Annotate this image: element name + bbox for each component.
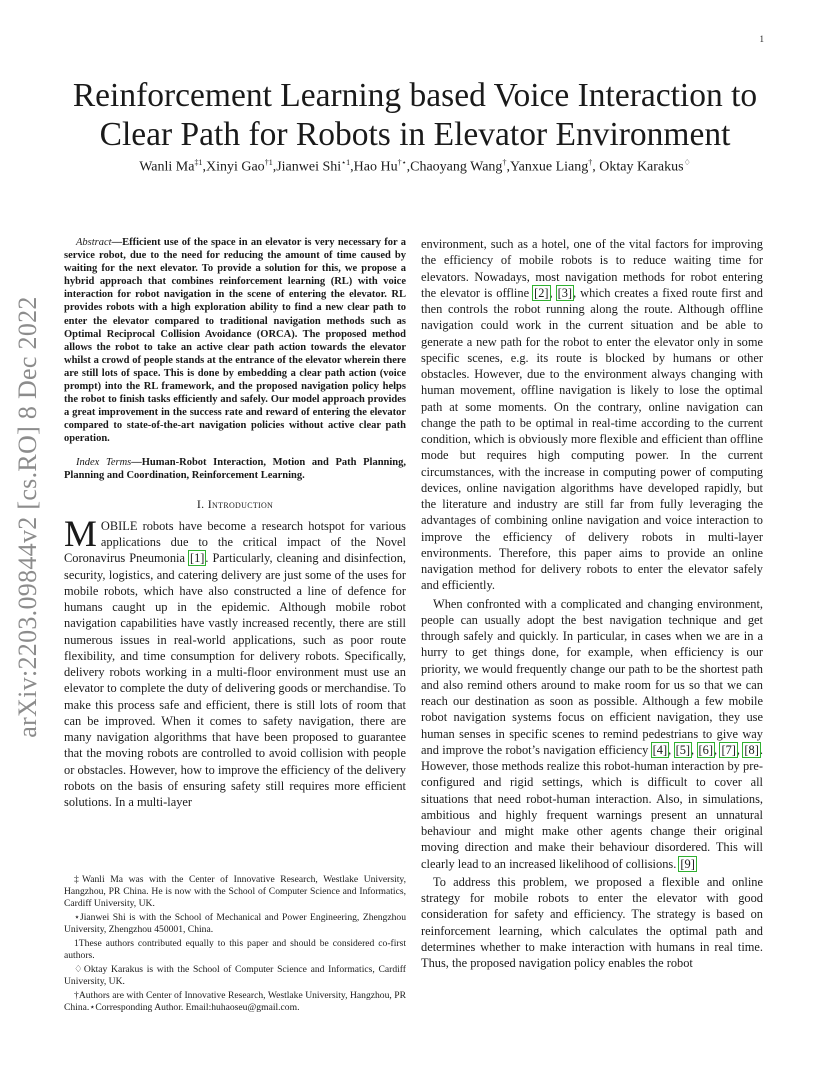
citation-link[interactable] bbox=[679, 857, 695, 871]
index-terms-label: Index Terms bbox=[76, 456, 132, 468]
author-affiliation-mark: † bbox=[502, 158, 507, 167]
abstract-text: —Efficient use of the space in an elevator is very necessary for a service robot, due to the need for reducing the amount of time caused by waiting for the next elevator. To provide a solution for this, we propose a hybrid approach that combines reinforcement learning (RL) with voice interaction for robot navigation in the scene of entering the elevator. RL provides robots with a high exploration ability to find a new clear path to enter the elevator compared to traditional navigation methods such as Optimal Reciprocal Collision Avoidance (ORCA). The proposed method allows the robot to take an active clear path action towards the elevator whilst a crowd of people stands at the entrance of the elevator wherein there are still lots of space. This is done by embedding a clear path action (voice prompt) into the RL framework, and the proposed navigation policy helps the robot to finish tasks efficiently and safely. Our model approach provides a great improvement in the success rate and reward of entering the elevator compared to state-of-the-art navigation policies without active clear path operation. bbox=[64, 237, 406, 445]
author-affiliation-mark: †1 bbox=[264, 158, 273, 167]
intro-text: , bbox=[736, 742, 744, 757]
author-name: Wanli Ma bbox=[139, 159, 195, 175]
author-name: ,Yanxue Liang bbox=[506, 159, 589, 175]
citation-label: [5] bbox=[675, 742, 691, 757]
intro-paragraph-1 bbox=[64, 513, 406, 811]
author-name: ,Hao Hu bbox=[350, 159, 398, 175]
title-line-1: Reinforcement Learning based Voice Interaction to bbox=[72, 77, 758, 114]
footnote: ‡Wanli Ma was with the Center of Innovative Research, Westlake University, Hangzhou, PR China. He is now with the School of Computer Science and Informatics, Cardiff University, UK. bbox=[64, 874, 406, 909]
intro-text: , bbox=[713, 742, 721, 757]
author-affiliation-mark: †⋆ bbox=[397, 158, 407, 167]
citation-label: [8] bbox=[744, 742, 759, 757]
intro-text: To address this problem, we proposed a flexible and online strategy for mobile robots to enter the elevator with good consideration for safety and efficiency. The strategy is based on reinforcement learning, which calculates the optimal path and determines whether to make interaction with humans in real time. Thus, the proposed navigation policy enables the robot bbox=[421, 874, 763, 970]
citation-label: [3] bbox=[557, 285, 573, 300]
intro-paragraph-2 bbox=[421, 596, 763, 872]
citation-link[interactable] bbox=[720, 743, 736, 757]
citation-link[interactable] bbox=[698, 743, 714, 757]
citation-label: [4] bbox=[652, 742, 668, 757]
intro-paragraph-3 bbox=[421, 874, 763, 972]
intro-text: , bbox=[668, 742, 675, 757]
author-affiliation-mark: ⋆1 bbox=[341, 158, 351, 167]
author-affiliation-mark: ‡1 bbox=[194, 158, 203, 167]
title-line-2: Clear Path for Robots in Elevator Environment bbox=[99, 116, 731, 153]
citation-label: [9] bbox=[680, 856, 695, 871]
right-column bbox=[421, 236, 763, 971]
drop-cap: M bbox=[64, 513, 97, 555]
intro-text: , which creates a fixed route first and then controls the robot running along the route. Although offline navigation could work in the current situation and be able to generate a new path for the robot to enter the elevator only in some specific scenes, e.g. its route is blocked by humans or other obstacles. However, due to the environment always changing with human movement, offline navigation is likely to lose the optimal path at some moments. On the contrary, online navigation can change the path to be optimal in real-time according to the current condition, which is obviously more flexible and efficient than offline mode but requires high computing power. In the current circumstances, with the increase in computing power of computing devices, online navigation algorithms have developed rapidly, but the literature and industry are still far from fully leveraging the advantages of combining online navigation and voice interaction to improve the efficiency of delivery robots in multi-layer environments. Therefore, this paper aims to provide an online navigation method for delivery robots to enter the elevator safely and efficiently. bbox=[421, 285, 764, 593]
citation-label: [7] bbox=[721, 742, 736, 757]
abstract bbox=[64, 236, 406, 446]
paper-title bbox=[60, 76, 770, 154]
author-affiliation-mark: ♢ bbox=[683, 158, 691, 167]
page-number: 1 bbox=[759, 34, 764, 44]
footnote: ♢Oktay Karakus is with the School of Computer Science and Informatics, Cardiff University, UK. bbox=[64, 964, 406, 987]
intro-text: , bbox=[549, 285, 557, 300]
intro-text: robots have become a research hotspot for various applications due to the critical impact of the Novel Coronavirus Pneumonia bbox=[64, 518, 406, 566]
author-name: ,Jianwei Shi bbox=[272, 159, 342, 175]
footnotes bbox=[64, 874, 406, 1016]
abstract-label: Abstract bbox=[76, 237, 112, 248]
citation-label: [2] bbox=[534, 285, 549, 300]
intro-text: environment, such as a hotel, one of the vital factors for improving the efficiency of mobile robots is to reduce waiting time for elevators. Nowadays, most navigation methods for robot entering the elevator is offline bbox=[421, 237, 763, 300]
citation-link[interactable] bbox=[557, 286, 573, 300]
index-terms-text: —Human-Robot Interaction, Motion and Path Planning, Planning and Coordination, Reinforcement Learning. bbox=[64, 456, 407, 481]
footnote: ⋆Jianwei Shi is with the School of Mechanical and Power Engineering, Zhengzhou University, Zhengzhou 450001, China. bbox=[64, 912, 406, 935]
footnote: †Authors are with Center of Innovative Research, Westlake University, Hangzhou, PR China.⋆Corresponding Author. Email:huhaoseu@gmail.com. bbox=[64, 990, 406, 1013]
author-list bbox=[60, 158, 770, 176]
intro-lead-word: OBILE bbox=[100, 518, 138, 533]
citation-label: [6] bbox=[698, 742, 713, 757]
citation-link[interactable] bbox=[743, 743, 759, 757]
index-terms bbox=[64, 456, 406, 482]
intro-text: When confronted with a complicated and changing environment, people can usually adopt the best navigation technique and get through safely and quickly. In particular, in cases when we are in a hurry to get things done, for example, when efficiency is our priority, we would frequently change our path to be the shortest path and also remind others around to make room for us so that we can reach our destination as soon as possible. Although a few mobile robot navigation systems focus on efficient navigation, they use human senses in specific scenes to remind pedestrians to give way and improve the robot’s navigation efficiency bbox=[421, 596, 763, 757]
author-name: ,Chaoyang Wang bbox=[406, 159, 503, 175]
author-name: ,Xinyi Gao bbox=[202, 159, 265, 175]
citation-link[interactable] bbox=[652, 743, 668, 757]
arxiv-identifier-stamp: arXiv:2203.09844v2 [cs.RO] 8 Dec 2022 bbox=[13, 296, 42, 738]
citation-link[interactable] bbox=[675, 743, 691, 757]
section-heading-introduction bbox=[64, 496, 406, 512]
citation-label: [1] bbox=[189, 551, 205, 566]
left-column bbox=[64, 236, 406, 810]
intro-paragraph-1-continued bbox=[421, 236, 763, 594]
intro-text: , bbox=[691, 742, 698, 757]
footnote: 1These authors contributed equally to this paper and should be considered co-first authors. bbox=[64, 938, 406, 961]
author-affiliation-mark: † bbox=[588, 158, 593, 167]
author-name: , Oktay Karakus bbox=[592, 159, 684, 175]
citation-link[interactable] bbox=[533, 286, 549, 300]
section-number: I. bbox=[196, 496, 208, 511]
section-title: Introduction bbox=[207, 496, 274, 511]
citation-link[interactable] bbox=[189, 551, 205, 565]
intro-text: . Particularly, cleaning and disinfection, security, logistics, and catering delivery are just some of the uses for mobile robots, which have also constructed a line of defence for humans caught up in the epidemic. Although mobile robot navigation capabilities have vastly increased recently, there are still numerous issues in real-world applications, such as poor route flexibility, and time consumption for delivery robots. Specifically, delivery robots working in a multi-floor environment must use an elevator to complete the duty of delivering goods or merchandise. To make this process safe and efficient, there is still lots of room that can be improved. When it comes to safety navigation, there are many navigation algorithms that have been proposed to guarantee that the moving robots are controlled to avoid collision with people or obstacles. However, how to improve the efficiency of the delivery robots on the basis of ensuring safety still requires more efficient solutions. In a multi-layer bbox=[64, 551, 406, 810]
intro-text: . However, those methods realize this robot-human interaction by pre-configured and rigid settings, which is difficult to cover all situations that need robot-human interaction. Also, in simulations, ambitious and highly frequent warnings present an unnatural behaviour and might make other agents change their original moving direction and make their behaviour disordered. This will clearly lead to an increased likelihood of collisions. bbox=[421, 742, 763, 871]
